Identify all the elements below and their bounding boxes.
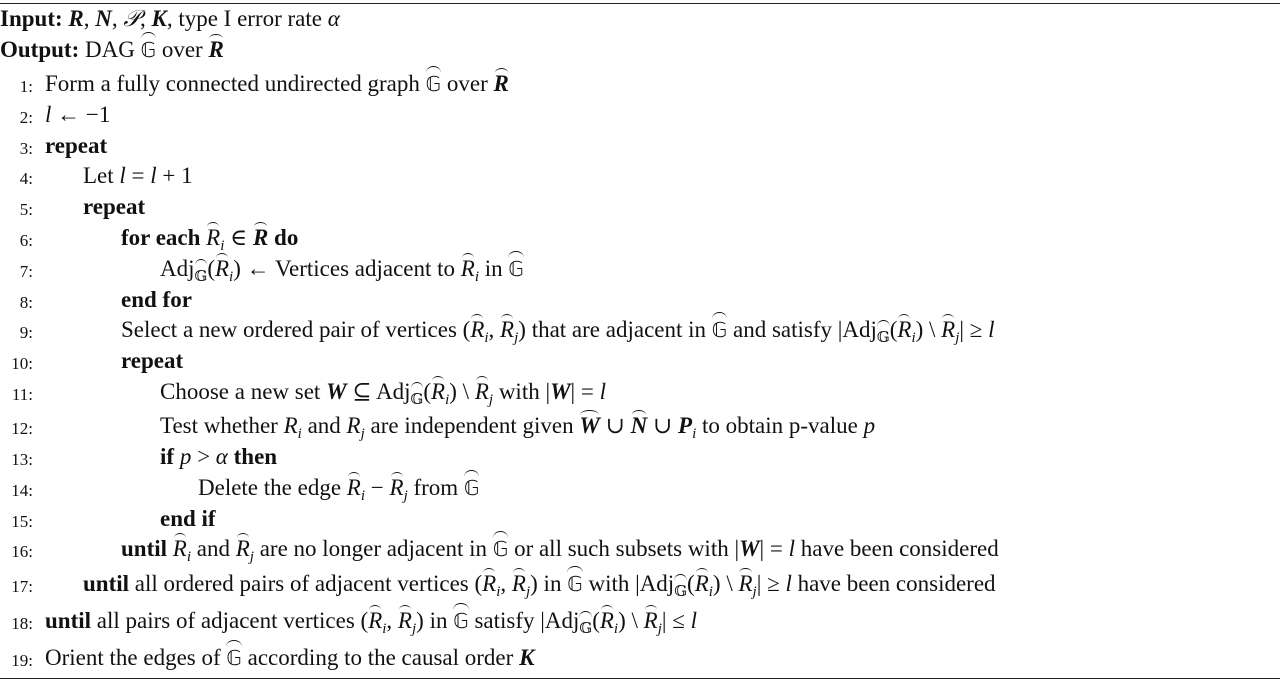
line-text: Orient the edges of 𝔾 according to the causal order K (45, 645, 535, 670)
line-number: 19: (11, 651, 33, 670)
line-text: end for (121, 287, 192, 312)
line-text: l ← −1 (45, 102, 111, 127)
output-text: DAG 𝔾 over R (85, 37, 224, 62)
line-text: Let l = l + 1 (83, 163, 193, 188)
line-number: 17: (11, 577, 33, 596)
line-text: until all ordered pairs of adjacent vertices ($R_i$, $R_j$) in 𝔾 with $|Adj_𝔾(R_i)$ \ $R_j| \ge l$ have been considered (83, 570, 996, 606)
input-label: Input: (0, 6, 63, 31)
line-text: for each $R_i$ ∈ R do (121, 225, 299, 254)
line-text: Form a fully connected undirected graph 𝔾 over R (45, 71, 509, 96)
line-text: repeat (83, 194, 146, 219)
line-text: Choose a new set W ⊆ $Adj_𝔾(R_i)$ \ $R_j$ with |W| = l (160, 378, 606, 414)
line-text: repeat (45, 133, 108, 158)
line-text: Delete the edge $R_i - R_j$ from 𝔾 (198, 475, 480, 504)
line-text: Test whether $R_i$ and $R_j$ are independent given W ∪ N ∪ $P_i$ to obtain p-value p (160, 413, 876, 442)
line-number: 8: (19, 293, 33, 312)
line-number: 11: (11, 385, 33, 404)
top-rule (0, 3, 1280, 4)
line-number: 9: (19, 323, 33, 342)
line-number: 1: (19, 77, 33, 96)
line-text: end if (160, 506, 216, 531)
line-text: until $R_i$ and $R_j$ are no longer adjacent in 𝔾 or all such subsets with |W| = l have been considered (121, 536, 999, 565)
output-line (0, 36, 224, 64)
line-text: until all pairs of adjacent vertices ($R_i$, $R_j$) in 𝔾 satisfy $|Adj_𝔾(R_i)$ \ $R_j| \le l$ (45, 607, 697, 643)
line-number: 12: (11, 419, 33, 438)
line-number: 4: (19, 169, 33, 188)
line-text: Select a new ordered pair of vertices ($R_i$, $R_j$) that are adjacent in 𝔾 and satisfy $|Adj_𝔾(R_i)$ \ $R_j| \ge l$ (121, 316, 995, 352)
line-number: 18: (11, 614, 33, 633)
line-number: 5: (19, 200, 33, 219)
line-number: 2: (19, 108, 33, 127)
line-number: 16: (11, 542, 33, 561)
line-text: $Adj_𝔾(R_i)$ ← Vertices adjacent to $R_i$ in 𝔾 (160, 255, 524, 291)
line-number: 7: (19, 262, 33, 281)
line-number: 10: (11, 354, 33, 373)
line-number: 15: (11, 512, 33, 531)
input-text: R, N, 𝒫, K, type I error rate α (68, 6, 340, 31)
bottom-rule (0, 678, 1280, 679)
line-number: 3: (19, 139, 33, 158)
line-number: 14: (11, 481, 33, 500)
line-number: 6: (19, 231, 33, 250)
line-text: repeat (121, 348, 184, 373)
output-label: Output: (0, 37, 80, 62)
input-line (0, 5, 340, 32)
line-number: 13: (11, 450, 33, 469)
line-text: if p > α then (160, 444, 278, 469)
